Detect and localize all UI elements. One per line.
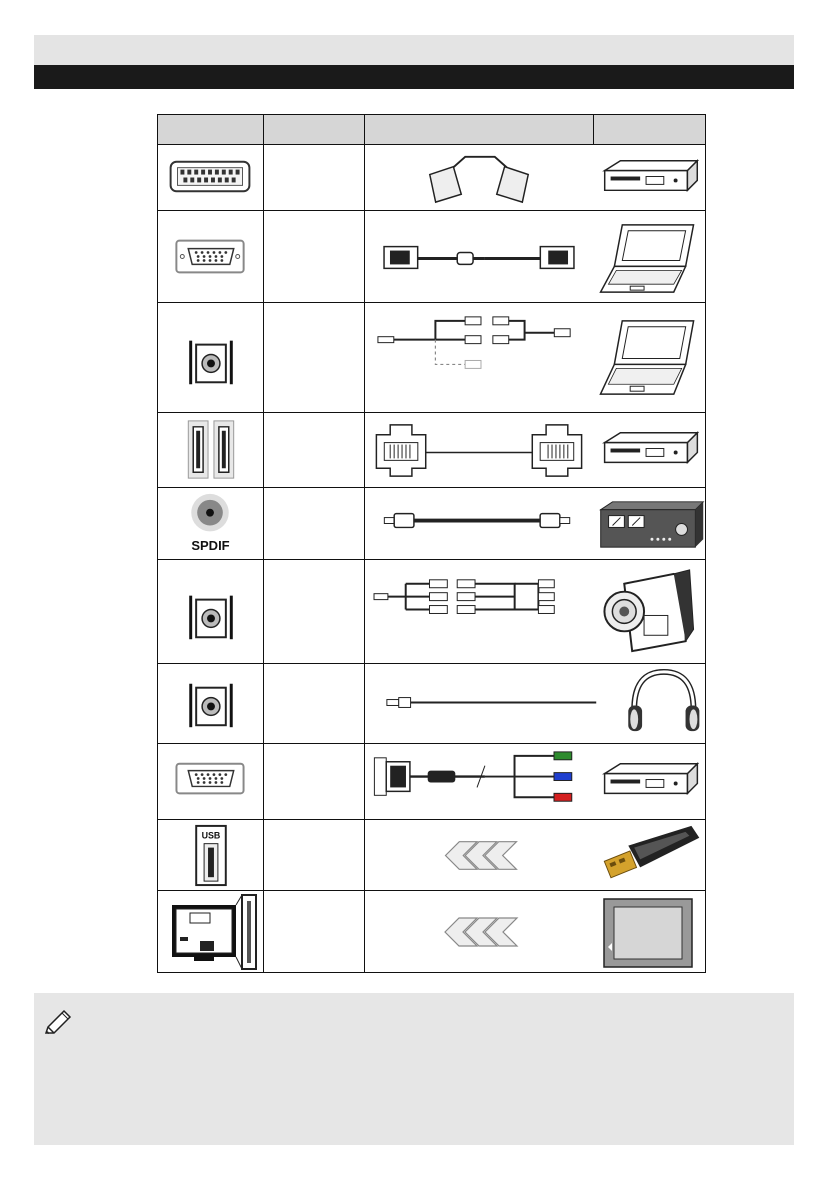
dvd-recorder-icon — [594, 413, 706, 487]
table-row — [158, 488, 705, 560]
ypbpr-cable-icon — [365, 744, 593, 819]
note-box — [34, 993, 794, 1145]
laptop-icon — [594, 211, 706, 302]
amplifier-icon — [594, 488, 706, 559]
laptop-icon — [594, 303, 706, 412]
audio-jack-socket-icon — [158, 303, 263, 412]
usb-socket-icon — [158, 820, 263, 890]
section-title-bar — [34, 65, 794, 89]
headphones-icon — [594, 664, 706, 743]
hdmi-cable-icon — [365, 413, 593, 487]
av-jack-socket-icon — [158, 560, 263, 663]
dvd-recorder-icon — [594, 744, 706, 819]
table-row — [158, 560, 705, 664]
hdmi-sockets-icon — [158, 413, 263, 487]
table-row — [158, 744, 705, 820]
av-rca-cable-icon — [365, 560, 593, 663]
header-cable — [365, 115, 593, 144]
table-row — [158, 145, 705, 211]
coaxial-cable-icon — [365, 488, 593, 559]
table-row — [158, 211, 705, 303]
dvd-recorder-icon — [594, 145, 706, 210]
pencil-icon — [40, 1005, 76, 1041]
scart-socket-icon — [158, 145, 263, 210]
vga-socket-icon — [158, 744, 263, 819]
camcorder-icon — [594, 560, 706, 663]
audio-splitter-cable-icon — [365, 303, 593, 412]
usb-label: USB — [201, 830, 221, 841]
table-row — [158, 303, 705, 413]
header-type — [264, 115, 364, 144]
spdif-label: SPDIF — [191, 538, 230, 553]
vga-socket-icon — [158, 211, 263, 302]
spdif-socket-icon — [158, 488, 263, 559]
insert-arrows-icon — [365, 891, 593, 972]
scart-cable-icon — [365, 145, 593, 210]
vga-cable-icon — [365, 211, 593, 302]
table-row — [158, 413, 705, 488]
connections-table — [157, 114, 706, 973]
cam-module-icon — [594, 891, 706, 972]
header-band — [34, 35, 794, 65]
table-row — [158, 664, 705, 744]
usb-stick-icon — [594, 820, 706, 890]
tv-rear-ci-slot-icon — [158, 891, 263, 972]
table-row — [158, 891, 705, 972]
table-row — [158, 820, 705, 891]
header-connector — [158, 115, 263, 144]
header-device — [594, 115, 706, 144]
headphone-jack-socket-icon — [158, 664, 263, 743]
table-header — [158, 115, 705, 145]
insert-arrows-icon — [365, 820, 593, 890]
